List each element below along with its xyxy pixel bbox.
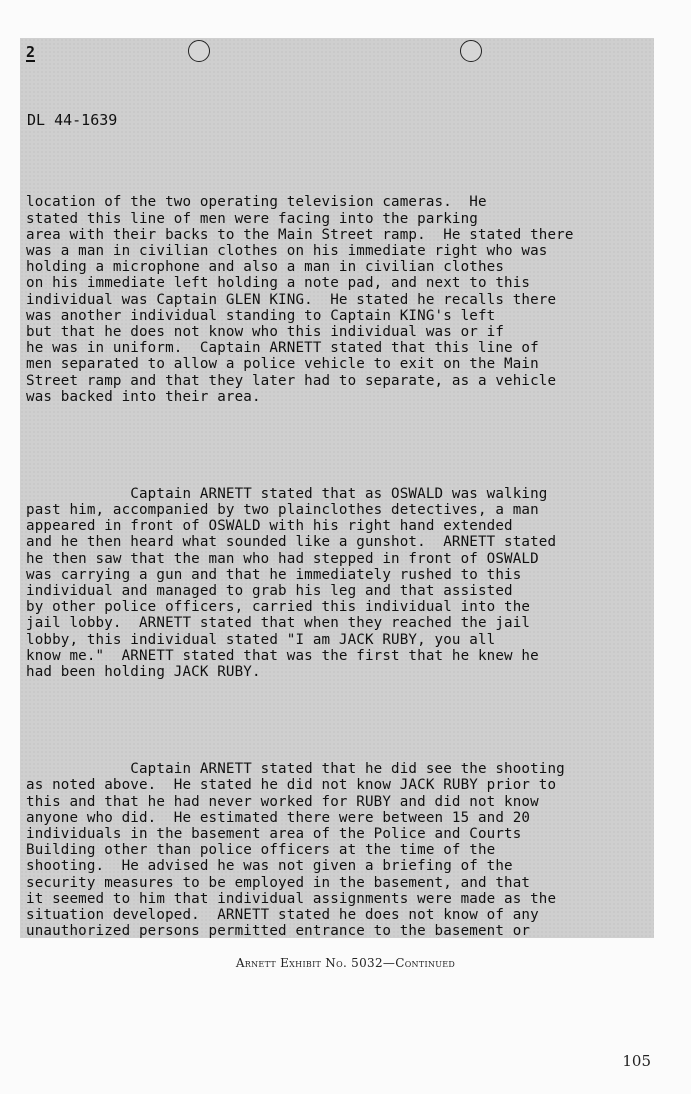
exhibit-caption xyxy=(0,956,691,970)
paragraph-gap xyxy=(26,437,654,453)
punch-hole-right-icon xyxy=(460,40,482,62)
paragraph-3: Captain ARNETT stated that he did see the shooting as noted above. He stated he did not know JACK RUBY prior to this and that he had never worked for RUBY and did not know anyone who did. He estimated there were between 15 and 20 individuals in the basement area of the Police and Courts Building other than police officers at the time of the shooting. He advised he was not given a briefing of the security measures to be employed in the basement, and that it seemed to him that individual assignments were made as the situation developed. ARNETT stated he does not know of any unauthorized persons permitted entrance to the basement or xyxy=(26,761,565,938)
file-number: DL 44-1639 xyxy=(27,111,118,129)
page-marker: 2 xyxy=(26,43,36,61)
paragraph-1: location of the two operating television cameras. He stated this line of men were facing into the parking area with their backs to the Main Street ramp. He stated there was a man in civilian clothes on his immediate right who was holding a microphone and also a man in civilian clothes on his immediate left holding a note pad, and next to this individual was Captain GLEN KING. He stated he recalls there was another individual standing to Captain KING's left but that he does not know who this individual was or if he was in uniform. Captain ARNETT stated that this line of men separated to allow a police vehicle to exit on the Main Street ramp and that they later had to separate, as a vehicle was backed into their area. xyxy=(26,194,574,405)
page-number: 105 xyxy=(622,1052,651,1070)
exhibit-label: Arnett Exhibit No. 5032—Continued xyxy=(235,956,456,970)
document-body xyxy=(26,162,654,938)
document-scan xyxy=(20,38,654,938)
punch-hole-left-icon xyxy=(188,40,210,62)
paragraph-gap xyxy=(26,713,654,729)
paragraph-2: Captain ARNETT stated that as OSWALD was walking past him, accompanied by two plainclothes detectives, a man appeared in front of OSWALD with his right hand extended and he then heard what sounded like a gunshot. ARNETT stated he then saw that the man who had stepped in front of OSWALD was carrying a gun and that he immediately rushed to this individual and managed to grab his leg and that assisted by other police officers, carried this individual into the jail lobby. ARNETT stated that when they reached the jail lobby, this individual stated "I am JACK RUBY, you all know me." ARNETT stated that was the first that he knew he had been holding JACK RUBY. xyxy=(26,485,557,681)
